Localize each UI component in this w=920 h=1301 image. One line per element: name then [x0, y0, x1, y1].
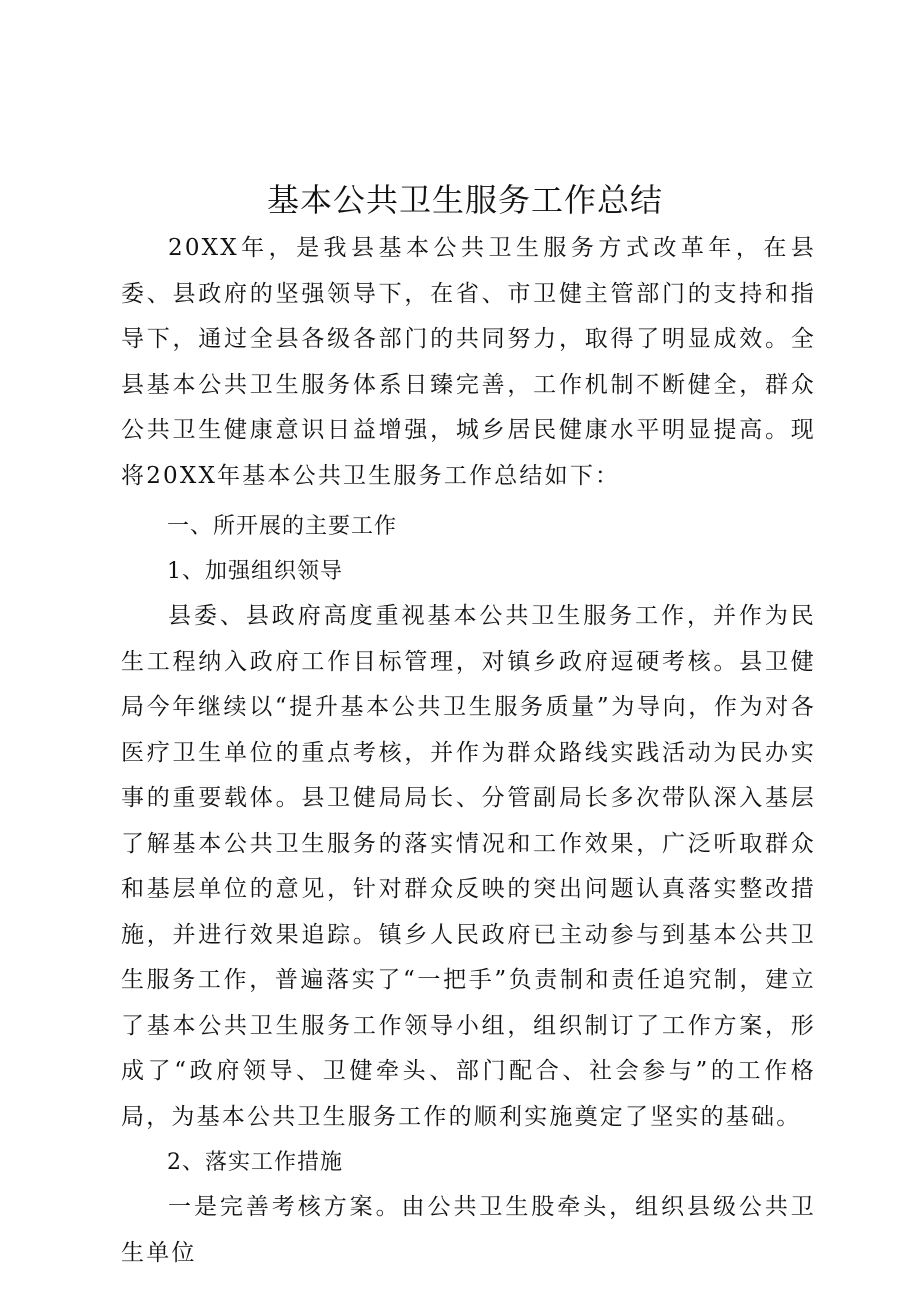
document-title: 基本公共卫生服务工作总结: [266, 181, 663, 219]
subsection-heading-organization: 1、加强组织领导: [167, 559, 343, 584]
organization-paragraph: 县委、县政府高度重视基本公共卫生服务工作，并作为民生工程纳入政府工作目标管理，对镇乡政府逗硬考核。县卫健局今年继续以“提升基本公共卫生服务质量”为导向，作为对各医疗卫生单位的重点考核，并作为群众路线实践活动为民办实事的重要载体。县卫健局局长、分管副局长多次带队深入基层了解基本公共卫生服务的落实情况和工作效果，广泛听取群众和基层单位的意见，针对群众反映的突出问题认真落实整改措施，并进行效果追踪。镇乡人民政府已主动参与到基本公共卫生服务工作，普遍落实了“一把手”负责制和责任追究制，建立了基本公共卫生服务工作领导小组，组织制订了工作方案，形成了“政府领导、卫健牵头、部门配合、社会参与”的工作格局，为基本公共卫生服务工作的顺利实施奠定了坚实的基础。: [121, 603, 816, 1130]
section-heading-main-work: 一、所开展的主要工作: [167, 514, 398, 539]
measures-paragraph: 一是完善考核方案。由公共卫生股牵头，组织县级公共卫生单位: [121, 1194, 816, 1266]
subsection-heading-measures: 2、落实工作措施: [167, 1150, 343, 1175]
document-body: [121, 226, 816, 1276]
intro-paragraph: 20XX年，是我县基本公共卫生服务方式改革年，在县委、县政府的坚强领导下，在省、市卫健主管部门的支持和指导下，通过全县各级各部门的共同努力，取得了明显成效。全县基本公共卫生服务体系日臻完善，工作机制不断健全，群众公共卫生健康意识日益增强，城乡居民健康水平明显提高。现将20XX年基本公共卫生服务工作总结如下：: [121, 235, 816, 489]
